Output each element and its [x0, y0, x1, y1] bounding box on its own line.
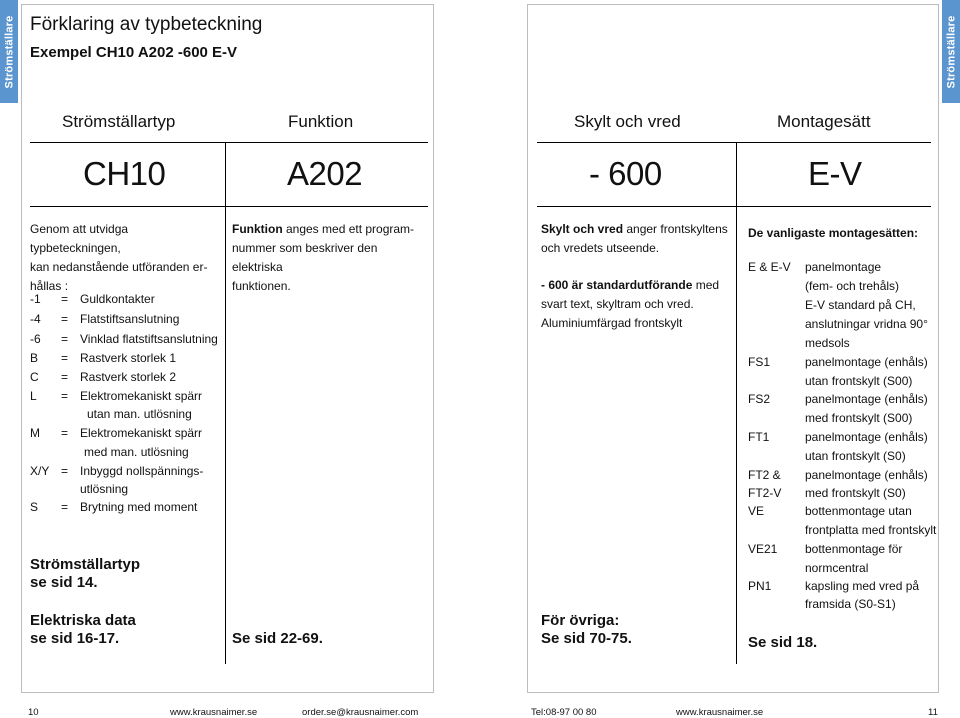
divider-bottom-right [537, 206, 931, 207]
code-function: A202 [287, 155, 363, 192]
option-description: Rastverk storlek 1 [80, 351, 177, 365]
option-description: Inbyggd nollspännings- [80, 464, 204, 478]
page-subtitle: Exempel CH10 A202 -600 E-V [30, 44, 238, 61]
mounting-code: E & E-V [748, 260, 791, 274]
mounting-code: FS2 [748, 392, 771, 406]
col1-intro-line-1: Genom att utvidga typbeteckningen, [30, 222, 129, 255]
col3-line-2: och vredets utseende. [541, 241, 660, 255]
col2-line-1-rest: anges med ett program- [282, 222, 415, 236]
option-description: Brytning med moment [80, 500, 198, 514]
col3-standard-line-3: Aluminiumfärgad frontskylt [541, 316, 683, 330]
option-code: C [30, 370, 39, 384]
option-equals: = [61, 464, 69, 478]
mounting-description: framsida (S0-S1) [805, 597, 896, 611]
col3-standard-keyword: - 600 är standardutförande [541, 278, 693, 292]
col3-standard-line-2: svart text, skyltram och vred. [541, 297, 694, 311]
ref-mounting: Se sid 18. [748, 634, 818, 651]
option-equals: = [61, 292, 69, 306]
ref-others-line-1: För övriga: [541, 612, 620, 629]
col2-line-1 [232, 220, 428, 239]
mounting-description: utan frontskylt (S00) [805, 374, 913, 388]
mounting-description: normcentral [805, 561, 869, 575]
option-description: Vinklad flatstiftsanslutning [80, 332, 218, 346]
col2-line-2: nummer som beskriver den elektriska [232, 241, 378, 274]
col2-text [232, 220, 428, 296]
option-description: Guldkontakter [80, 292, 155, 306]
mounting-code: FT1 [748, 430, 770, 444]
mounting-description: panelmontage (enhåls) [805, 468, 928, 482]
option-equals: = [61, 500, 69, 514]
option-code: X/Y [30, 464, 50, 478]
footer-tel: Tel:08-97 00 80 [531, 707, 597, 718]
ref-switch-type [30, 556, 140, 592]
ref-electrical-data-line-2: se sid 16-17. [30, 630, 120, 647]
option-equals: = [61, 426, 69, 440]
mounting-code: VE21 [748, 542, 778, 556]
ref-electrical-data [30, 612, 136, 648]
page-title: Förklaring av typbeteckning [30, 14, 263, 35]
option-description: Elektromekaniskt spärr [80, 389, 203, 403]
divider-top-right [537, 142, 931, 143]
footer-web-left[interactable]: www.krausnaimer.se [170, 707, 258, 718]
mounting-code: FS1 [748, 355, 771, 369]
option-code: M [30, 426, 40, 440]
option-equals: = [61, 332, 69, 346]
mounting-description: frontplatta med frontskylt [805, 523, 937, 537]
footer-page-left: 10 [28, 707, 39, 718]
option-description: Flatstiftsanslutning [80, 312, 180, 326]
mounting-description: med frontskylt (S00) [805, 411, 913, 425]
option-code: B [30, 351, 39, 365]
ref-others [541, 612, 632, 648]
option-description: med man. utlösning [84, 445, 189, 459]
option-equals: = [61, 389, 69, 403]
option-equals: = [61, 370, 69, 384]
mounting-description: panelmontage (enhåls) [805, 430, 928, 444]
col2-line-3: funktionen. [232, 279, 291, 293]
col1-intro-line-3: hållas : [30, 279, 69, 293]
mounting-description: E-V standard på CH, [805, 298, 916, 312]
mounting-description: panelmontage [805, 260, 882, 274]
mounting-description: panelmontage (enhåls) [805, 355, 928, 369]
col1-intro [30, 220, 220, 296]
option-code: -4 [30, 312, 41, 326]
option-code: L [30, 389, 37, 403]
side-tab-left [0, 0, 18, 103]
option-code: -6 [30, 332, 41, 346]
side-tab-left-label: Strömställare [3, 15, 16, 88]
side-tab-right-label: Strömställare [945, 15, 958, 88]
mounting-description: kapsling med vred på [805, 579, 920, 593]
ref-electrical-data-line-1: Elektriska data [30, 612, 136, 629]
col1-intro-line-2: kan nedanstående utföranden er- [30, 260, 208, 274]
column-label-switch-type: Strömställartyp [62, 112, 176, 131]
col2-keyword: Funktion [232, 222, 283, 236]
footer-email[interactable]: order.se@krausnaimer.com [302, 707, 419, 718]
option-description: Rastverk storlek 2 [80, 370, 177, 384]
option-code: S [30, 500, 39, 514]
ref-others-line-2: Se sid 70-75. [541, 630, 632, 647]
divider-bottom-left [30, 206, 428, 207]
mounting-heading: De vanligaste montagesätten: [748, 226, 919, 240]
ref-function: Se sid 22-69. [232, 630, 323, 647]
col3-text [541, 220, 733, 258]
mounting-code: VE [748, 504, 765, 518]
column-divider-3 [736, 142, 737, 664]
mounting-code: PN1 [748, 579, 772, 593]
column-label-mounting: Montagesätt [777, 112, 871, 131]
col3-line-1-rest: anger frontskyltens [623, 222, 728, 236]
mounting-description: medsols [805, 336, 850, 350]
code-plate-knob: - 600 [589, 155, 662, 192]
col3-standard-rest: med [692, 278, 720, 292]
column-label-plate-knob: Skylt och vred [574, 112, 681, 131]
code-mounting: E-V [808, 155, 862, 192]
option-description: Elektromekaniskt spärr [80, 426, 203, 440]
option-description: utlösning [80, 482, 129, 496]
footer-web-right[interactable]: www.krausnaimer.se [676, 707, 764, 718]
ref-switch-type-line-2: se sid 14. [30, 574, 98, 591]
option-description: utan man. utlösning [87, 407, 192, 421]
divider-top-left [30, 142, 428, 143]
option-equals: = [61, 351, 69, 365]
mounting-description: panelmontage (enhåls) [805, 392, 928, 406]
mounting-description: anslutningar vridna 90° [805, 317, 928, 331]
mounting-description: bottenmontage utan [805, 504, 912, 518]
col3-standard-line-1 [541, 276, 733, 295]
mounting-description: bottenmontage för [805, 542, 903, 556]
footer-page-right: 11 [928, 707, 938, 718]
col3-keyword: Skylt och vred [541, 222, 624, 236]
option-equals: = [61, 312, 69, 326]
column-divider-1 [225, 142, 226, 664]
mounting-description: med frontskylt (S0) [805, 486, 906, 500]
mounting-code: FT2-V [748, 486, 782, 500]
code-switch-type: CH10 [83, 155, 166, 192]
col3-standard [541, 276, 733, 333]
mounting-description: (fem- och trehåls) [805, 279, 900, 293]
mounting-description: utan frontskylt (S0) [805, 449, 906, 463]
mounting-code: FT2 & [748, 468, 781, 482]
side-tab-right [942, 0, 960, 103]
col3-line-1 [541, 220, 733, 239]
column-label-function: Funktion [288, 112, 354, 131]
ref-switch-type-line-1: Strömställartyp [30, 556, 141, 573]
option-code: -1 [30, 292, 41, 306]
